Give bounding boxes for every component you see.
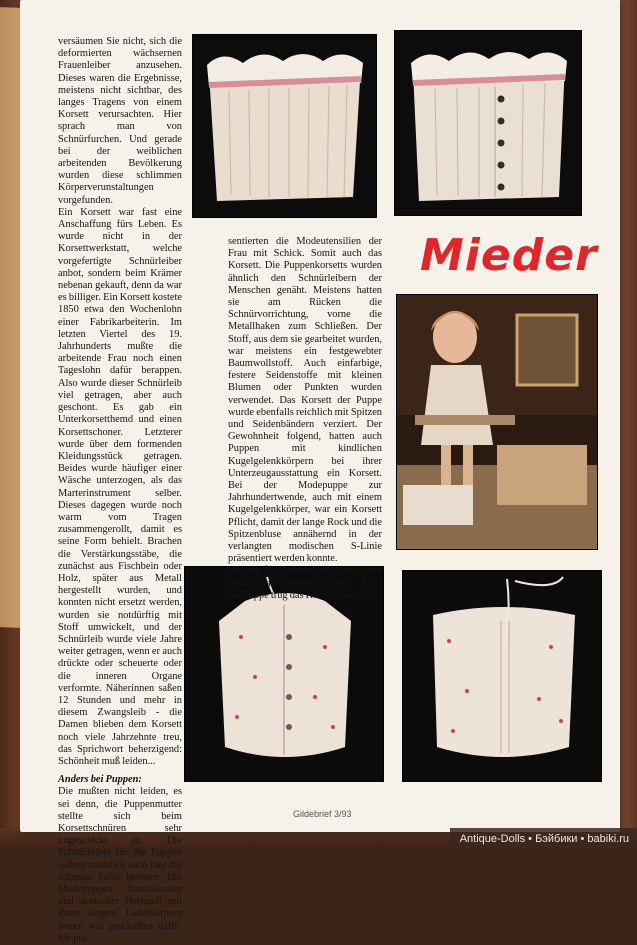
paragraph-dollmakers: Wichtig für Puppenmacherinnen, die detailgenau arbeiten wollen: Auch die Puppe trug das Korsett über dem — [228, 565, 382, 601]
page-footer: Gildebrief 3/93 — [293, 809, 352, 819]
article-title: Mieder — [420, 230, 598, 281]
photo-doll-scene — [396, 294, 598, 550]
subheading-dolls: Anders bei Puppen: — [58, 774, 142, 786]
site-watermark: Antique-Dolls • Бэйбики • babiki.ru — [450, 828, 637, 850]
left-text-column — [58, 36, 182, 945]
middle-text-column — [228, 236, 382, 602]
paragraph-dolls-intro: Die mußten nicht leiden, es sei denn, die Puppenmutter stellte sich beim Korsettschnüren sehr ungeschickt an. Die Schnürleiber für die Puppen sollten natürlich auch hier die schmale Taille betonen. Die Modepuppen französischer und deutscher Herkunft mit ihren langen Lederkörpern waren wie geschaffen dafür. Sie prä- — [58, 786, 182, 944]
photo-corset-back — [402, 570, 602, 782]
photo-corset-lace-front — [192, 34, 377, 218]
paragraph-corset-cost: Ein Korsett war fast eine Anschaffung fürs Leben. Es wurde nicht in der Korsettwerkstatt, welche vorgefertigte Schnürleiber anbot, sondern beim Krämer nebenan gekauft, denn da war es billiger. Ein Korsett kostete 1850 etwa den Wochenlohn einer Fabrikarbeiterin. Im letzten Viertel des 19. Jahrhunderts mußte die arbeitende Frau noch einen Tageslohn dafür berappen. Also wurde dieser Schnürleib viel getragen, aber auch geschont. Es gab ein Unterkorsetthemd und einen Korsettschoner. Letzterer wurde über dem formenden Kleidungsstück getragen. Beides wurde häufiger einer Wäsche unterzogen, als das Marterinstrument selber. Dieses dagegen wurde noch warm vom Tragen zusammengerollt, damit es seine Form behielt. Brachen die Verstärkungsstäbe, die zunächst aus Fischbein oder Holz, später aus Metall hergestellt wurden, und konnten nicht ersetzt werden, wurden sie notdürftig mit Stoff umwickelt, und der Schnürleib wurde viele Jahre weiter getragen, wenn er auch drückte oder scheuerte oder die inneren Organe verformte. Näherinnen saßen 12 Stunden und mehr in diesem Zwangsleib - die Damen blieben dem Korsett noch viele Jahrzehnte treu, das Sprichwort beherzigend: Schönheit muß leiden... — [58, 206, 182, 767]
photo-corset-buttons — [394, 30, 582, 216]
paragraph-doll-corsets: sentierten die Modeutensilien der Frau mit Schick. Somit auch das Korsett. Die Puppenkorsetts wurden ähnlich den Schnürleibern der Menschen genäht. Meistens hatten sie am Rücken die Schnürvorrichtung, vorne die Metallhaken zum Schließen. Der Stoff, aus dem sie gearbeitet wurden, war meistens ein festgewebter Baumwollstoff. Auch einfarbige, festere Seidenstoffe mit kleinen Blumen oder Punkten wurden verwendet. Das Korsett der Puppe wurde ebenfalls reichlich mit Spitzen und Seidenbändern verziert. Der Gewohnheit folgend, hatten auch Puppen mit kindlichen Kugelgelenkkörpern bei ihrer Unterzeugausstattung ein Korsett. Bei der Modepuppe zur Jahrhundertwende, auch mit einem Kugelgelenkkörper, war ein Korsett Pflicht, damit der lange Rock und die Spitzenbluse annähernd in der verlangten modischen S-Linie präsentiert werden konnte. — [228, 236, 382, 565]
paragraph-deformities: versäumen Sie nicht, sich die deformierten wächsernen Frauenleiber anzusehen. Dieses waren die Ergebnisse, meistens nicht sichtbar, des langes Tragens von einem Korsett verursachten. Hier sprach man von Schnürfurchen. Und gerade bei der weiblichen arbeitenden Bevölkerung wurden diese schlimmen Körperverunstaltungen vorgefunden. — [58, 36, 182, 206]
